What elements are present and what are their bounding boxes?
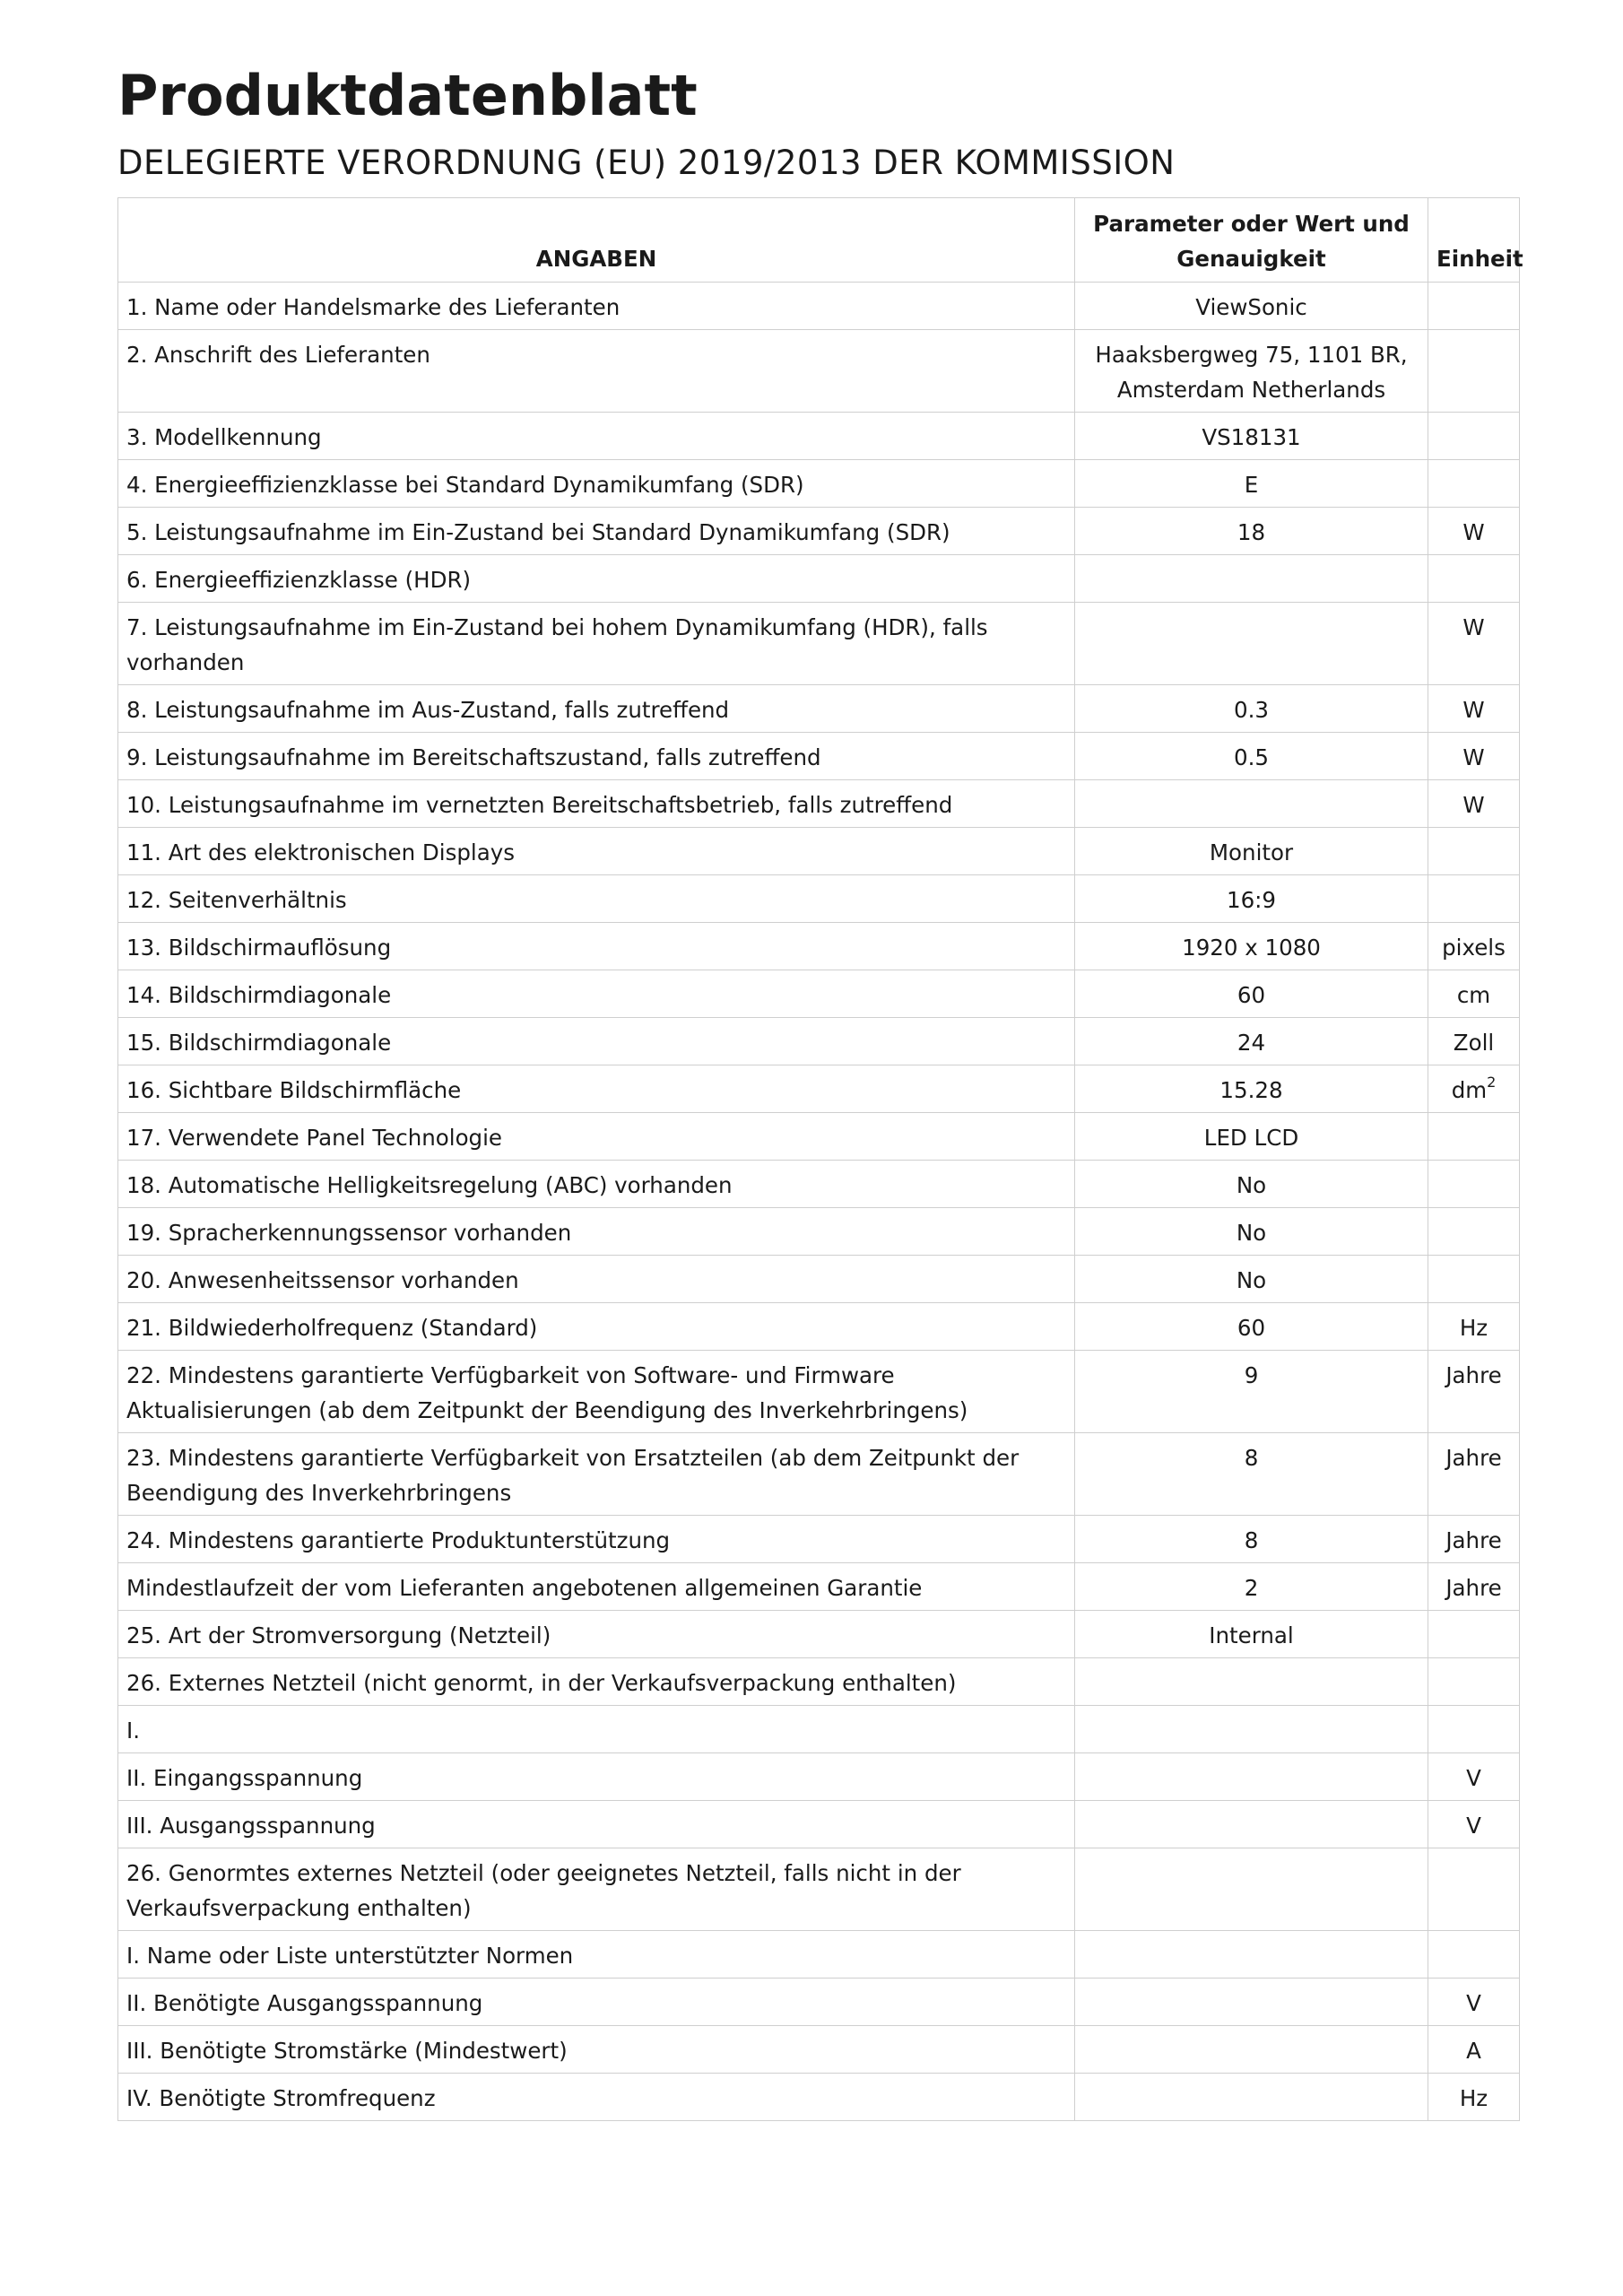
row-value (1075, 2074, 1428, 2121)
table-row (118, 1931, 1520, 1979)
row-unit (1428, 1208, 1520, 1256)
row-label: III. Benötigte Stromstärke (Mindestwert) (118, 2026, 1075, 2074)
row-value: 18 (1075, 508, 1428, 555)
row-label: 7. Leistungsaufnahme im Ein-Zustand bei hohem Dynamikumfang (HDR), falls vorhanden (118, 603, 1075, 685)
row-unit (1428, 2074, 1520, 2121)
row-unit (1428, 413, 1520, 460)
table-row (118, 413, 1520, 460)
row-label: 15. Bildschirmdiagonale (118, 1018, 1075, 1065)
row-value (1075, 1658, 1428, 1706)
table-row (118, 875, 1520, 923)
product-data-table (117, 197, 1523, 2121)
table-row (118, 1801, 1520, 1848)
unit-text: Hz (1459, 2085, 1488, 2111)
row-value: Monitor (1075, 828, 1428, 875)
row-unit (1428, 1931, 1520, 1979)
table-row (118, 1611, 1520, 1658)
row-value: 15.28 (1075, 1065, 1428, 1113)
row-unit (1428, 1611, 1520, 1658)
page-title: Produktdatenblatt (117, 63, 698, 128)
row-value (1075, 1848, 1428, 1931)
row-value (1075, 780, 1428, 828)
row-unit (1428, 1658, 1520, 1706)
row-label: 2. Anschrift des Lieferanten (118, 330, 1075, 413)
row-label: 5. Leistungsaufnahme im Ein-Zustand bei Standard Dynamikumfang (SDR) (118, 508, 1075, 555)
row-value (1075, 555, 1428, 603)
table-row (118, 1516, 1520, 1563)
row-label: 25. Art der Stromversorgung (Netzteil) (118, 1611, 1075, 1658)
table-row (118, 555, 1520, 603)
row-value (1075, 2026, 1428, 2074)
row-label: 16. Sichtbare Bildschirmfläche (118, 1065, 1075, 1113)
row-unit (1428, 283, 1520, 330)
row-label: 11. Art des elektronischen Displays (118, 828, 1075, 875)
row-value: No (1075, 1208, 1428, 1256)
row-unit (1428, 923, 1520, 970)
row-value: 8 (1075, 1433, 1428, 1516)
row-unit (1428, 685, 1520, 733)
table-row (118, 1706, 1520, 1753)
table-row (118, 460, 1520, 508)
row-label: I. (118, 1706, 1075, 1753)
table-row (118, 283, 1520, 330)
header-einheit: Einheit (1428, 198, 1520, 283)
row-unit (1428, 508, 1520, 555)
row-unit (1428, 1848, 1520, 1931)
table-row (118, 1256, 1520, 1303)
unit-superscript: 2 (1487, 1074, 1497, 1091)
table-row (118, 1113, 1520, 1161)
row-unit (1428, 1433, 1520, 1516)
row-unit (1428, 1065, 1520, 1113)
row-value (1075, 1706, 1428, 1753)
row-unit (1428, 330, 1520, 413)
table-row (118, 1018, 1520, 1065)
row-value: 2 (1075, 1563, 1428, 1611)
row-label: 22. Mindestens garantierte Verfügbarkeit von Software- und Firmware Aktualisierungen (ab dem Zeitpunkt der Beendigung des Inverkehrbringens) (118, 1351, 1075, 1433)
unit-text: V (1466, 1765, 1481, 1791)
unit-text: V (1466, 1813, 1481, 1839)
unit-text: dm (1451, 1077, 1488, 1103)
table-row (118, 923, 1520, 970)
header-angaben: ANGABEN (118, 198, 1075, 283)
table-row (118, 1433, 1520, 1516)
product-datasheet-page (117, 56, 1523, 2121)
table-row (118, 1753, 1520, 1801)
row-unit (1428, 875, 1520, 923)
row-unit (1428, 828, 1520, 875)
row-unit (1428, 1161, 1520, 1208)
table-row (118, 1065, 1520, 1113)
row-unit (1428, 1113, 1520, 1161)
unit-text: A (1466, 2038, 1481, 2064)
row-value: No (1075, 1161, 1428, 1208)
row-label: 26. Genormtes externes Netzteil (oder geeignetes Netzteil, falls nicht in der Verkaufsverpackung enthalten) (118, 1848, 1075, 1931)
row-unit (1428, 970, 1520, 1018)
unit-text: V (1466, 1990, 1481, 2016)
row-value (1075, 1753, 1428, 1801)
row-value: E (1075, 460, 1428, 508)
row-value: LED LCD (1075, 1113, 1428, 1161)
table-row (118, 733, 1520, 780)
row-unit (1428, 1979, 1520, 2026)
row-label: I. Name oder Liste unterstützter Normen (118, 1931, 1075, 1979)
row-value: Internal (1075, 1611, 1428, 1658)
table-body (118, 283, 1520, 2121)
table-row (118, 2026, 1520, 2074)
unit-text: Jahre (1445, 1527, 1502, 1553)
row-value (1075, 603, 1428, 685)
row-label: Mindestlaufzeit der vom Lieferanten angebotenen allgemeinen Garantie (118, 1563, 1075, 1611)
table-header-row (118, 198, 1520, 283)
row-value: 60 (1075, 1303, 1428, 1351)
row-value (1075, 1801, 1428, 1848)
row-unit (1428, 1351, 1520, 1433)
row-value: No (1075, 1256, 1428, 1303)
table-row (118, 970, 1520, 1018)
row-unit (1428, 1563, 1520, 1611)
table-row (118, 2074, 1520, 2121)
unit-text: pixels (1442, 935, 1506, 961)
unit-text: Jahre (1445, 1575, 1502, 1601)
table-row (118, 1563, 1520, 1611)
row-unit (1428, 780, 1520, 828)
row-label: 20. Anwesenheitssensor vorhanden (118, 1256, 1075, 1303)
row-label: 6. Energieeffizienzklasse (HDR) (118, 555, 1075, 603)
table-row (118, 685, 1520, 733)
row-unit (1428, 1303, 1520, 1351)
row-value: 0.5 (1075, 733, 1428, 780)
table-row (118, 1161, 1520, 1208)
row-label: 23. Mindestens garantierte Verfügbarkeit von Ersatzteilen (ab dem Zeitpunkt der Beendigung des Inverkehrbringens (118, 1433, 1075, 1516)
table-row (118, 1848, 1520, 1931)
unit-text: W (1462, 519, 1485, 545)
table-row (118, 1351, 1520, 1433)
header-parameter: Parameter oder Wert und Genauigkeit (1075, 198, 1428, 283)
row-value: 0.3 (1075, 685, 1428, 733)
row-label: 1. Name oder Handelsmarke des Lieferanten (118, 283, 1075, 330)
unit-text: W (1462, 697, 1485, 723)
table-row (118, 1208, 1520, 1256)
row-value (1075, 1931, 1428, 1979)
row-value: 60 (1075, 970, 1428, 1018)
row-value: Haaksbergweg 75, 1101 BR, Amsterdam Netherlands (1075, 330, 1428, 413)
table-row (118, 330, 1520, 413)
row-label: 19. Spracherkennungssensor vorhanden (118, 1208, 1075, 1256)
unit-text: Hz (1459, 1315, 1488, 1341)
row-label: II. Eingangsspannung (118, 1753, 1075, 1801)
unit-text: W (1462, 792, 1485, 818)
row-label: 24. Mindestens garantierte Produktunterstützung (118, 1516, 1075, 1563)
row-label: 13. Bildschirmauflösung (118, 923, 1075, 970)
row-unit (1428, 1706, 1520, 1753)
row-label: 12. Seitenverhältnis (118, 875, 1075, 923)
row-unit (1428, 733, 1520, 780)
row-label: 18. Automatische Helligkeitsregelung (ABC) vorhanden (118, 1161, 1075, 1208)
row-value: ViewSonic (1075, 283, 1428, 330)
table-row (118, 828, 1520, 875)
row-value: 16:9 (1075, 875, 1428, 923)
unit-text: cm (1456, 982, 1491, 1008)
row-unit (1428, 555, 1520, 603)
row-unit (1428, 603, 1520, 685)
table-row (118, 1658, 1520, 1706)
row-label: II. Benötigte Ausgangsspannung (118, 1979, 1075, 2026)
row-label: 8. Leistungsaufnahme im Aus-Zustand, falls zutreffend (118, 685, 1075, 733)
row-label: III. Ausgangsspannung (118, 1801, 1075, 1848)
row-value: VS18131 (1075, 413, 1428, 460)
row-unit (1428, 1256, 1520, 1303)
row-unit (1428, 1018, 1520, 1065)
row-label: 14. Bildschirmdiagonale (118, 970, 1075, 1018)
table-row (118, 508, 1520, 555)
unit-text: Zoll (1453, 1030, 1495, 1056)
row-unit (1428, 2026, 1520, 2074)
row-label: 4. Energieeffizienzklasse bei Standard Dynamikumfang (SDR) (118, 460, 1075, 508)
row-label: 9. Leistungsaufnahme im Bereitschaftszustand, falls zutreffend (118, 733, 1075, 780)
row-label: 21. Bildwiederholfrequenz (Standard) (118, 1303, 1075, 1351)
row-value: 9 (1075, 1351, 1428, 1433)
row-value: 8 (1075, 1516, 1428, 1563)
table-row (118, 603, 1520, 685)
row-value: 1920 x 1080 (1075, 923, 1428, 970)
row-label: IV. Benötigte Stromfrequenz (118, 2074, 1075, 2121)
row-label: 10. Leistungsaufnahme im vernetzten Bereitschaftsbetrieb, falls zutreffend (118, 780, 1075, 828)
row-value (1075, 1979, 1428, 2026)
row-label: 3. Modellkennung (118, 413, 1075, 460)
table-row (118, 780, 1520, 828)
row-unit (1428, 1753, 1520, 1801)
row-value: 24 (1075, 1018, 1428, 1065)
unit-text: W (1462, 614, 1485, 640)
table-row (118, 1303, 1520, 1351)
unit-text: W (1462, 744, 1485, 770)
unit-text: Jahre (1445, 1445, 1502, 1471)
row-unit (1428, 1801, 1520, 1848)
table-row (118, 1979, 1520, 2026)
row-label: 17. Verwendete Panel Technologie (118, 1113, 1075, 1161)
row-unit (1428, 1516, 1520, 1563)
row-unit (1428, 460, 1520, 508)
row-label: 26. Externes Netzteil (nicht genormt, in der Verkaufsverpackung enthalten) (118, 1658, 1075, 1706)
regulation-subtitle: DELEGIERTE VERORDNUNG (EU) 2019/2013 DER KOMMISSION (117, 144, 1176, 182)
unit-text: Jahre (1445, 1362, 1502, 1388)
